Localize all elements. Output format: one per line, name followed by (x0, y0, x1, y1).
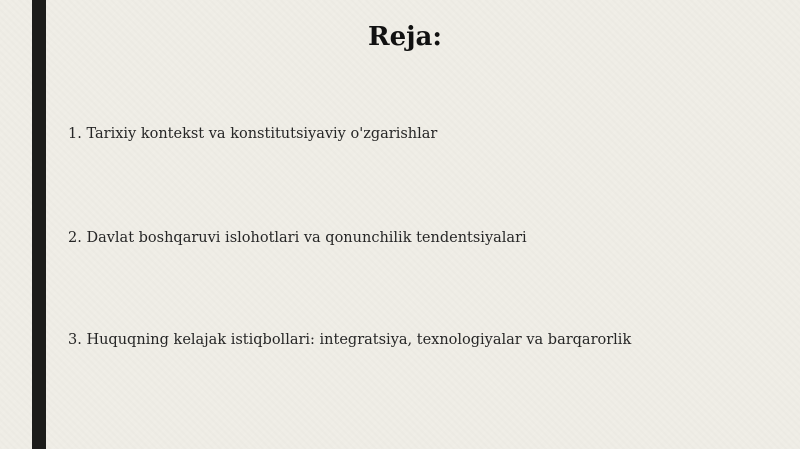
plan-item-1: 1. Tarixiy kontekst va konstitutsiyaviy o'zgarishlar (68, 126, 438, 142)
slide-title: Reja: (367, 22, 442, 52)
plan-item-3: 3. Huquqning kelajak istiqbollari: integratsiya, texnologiyalar va barqarorlik (68, 332, 632, 348)
left-accent-bar (32, 0, 46, 449)
plan-item-2: 2. Davlat boshqaruvi islohotlari va qonunchilik tendentsiyalari (68, 230, 527, 246)
